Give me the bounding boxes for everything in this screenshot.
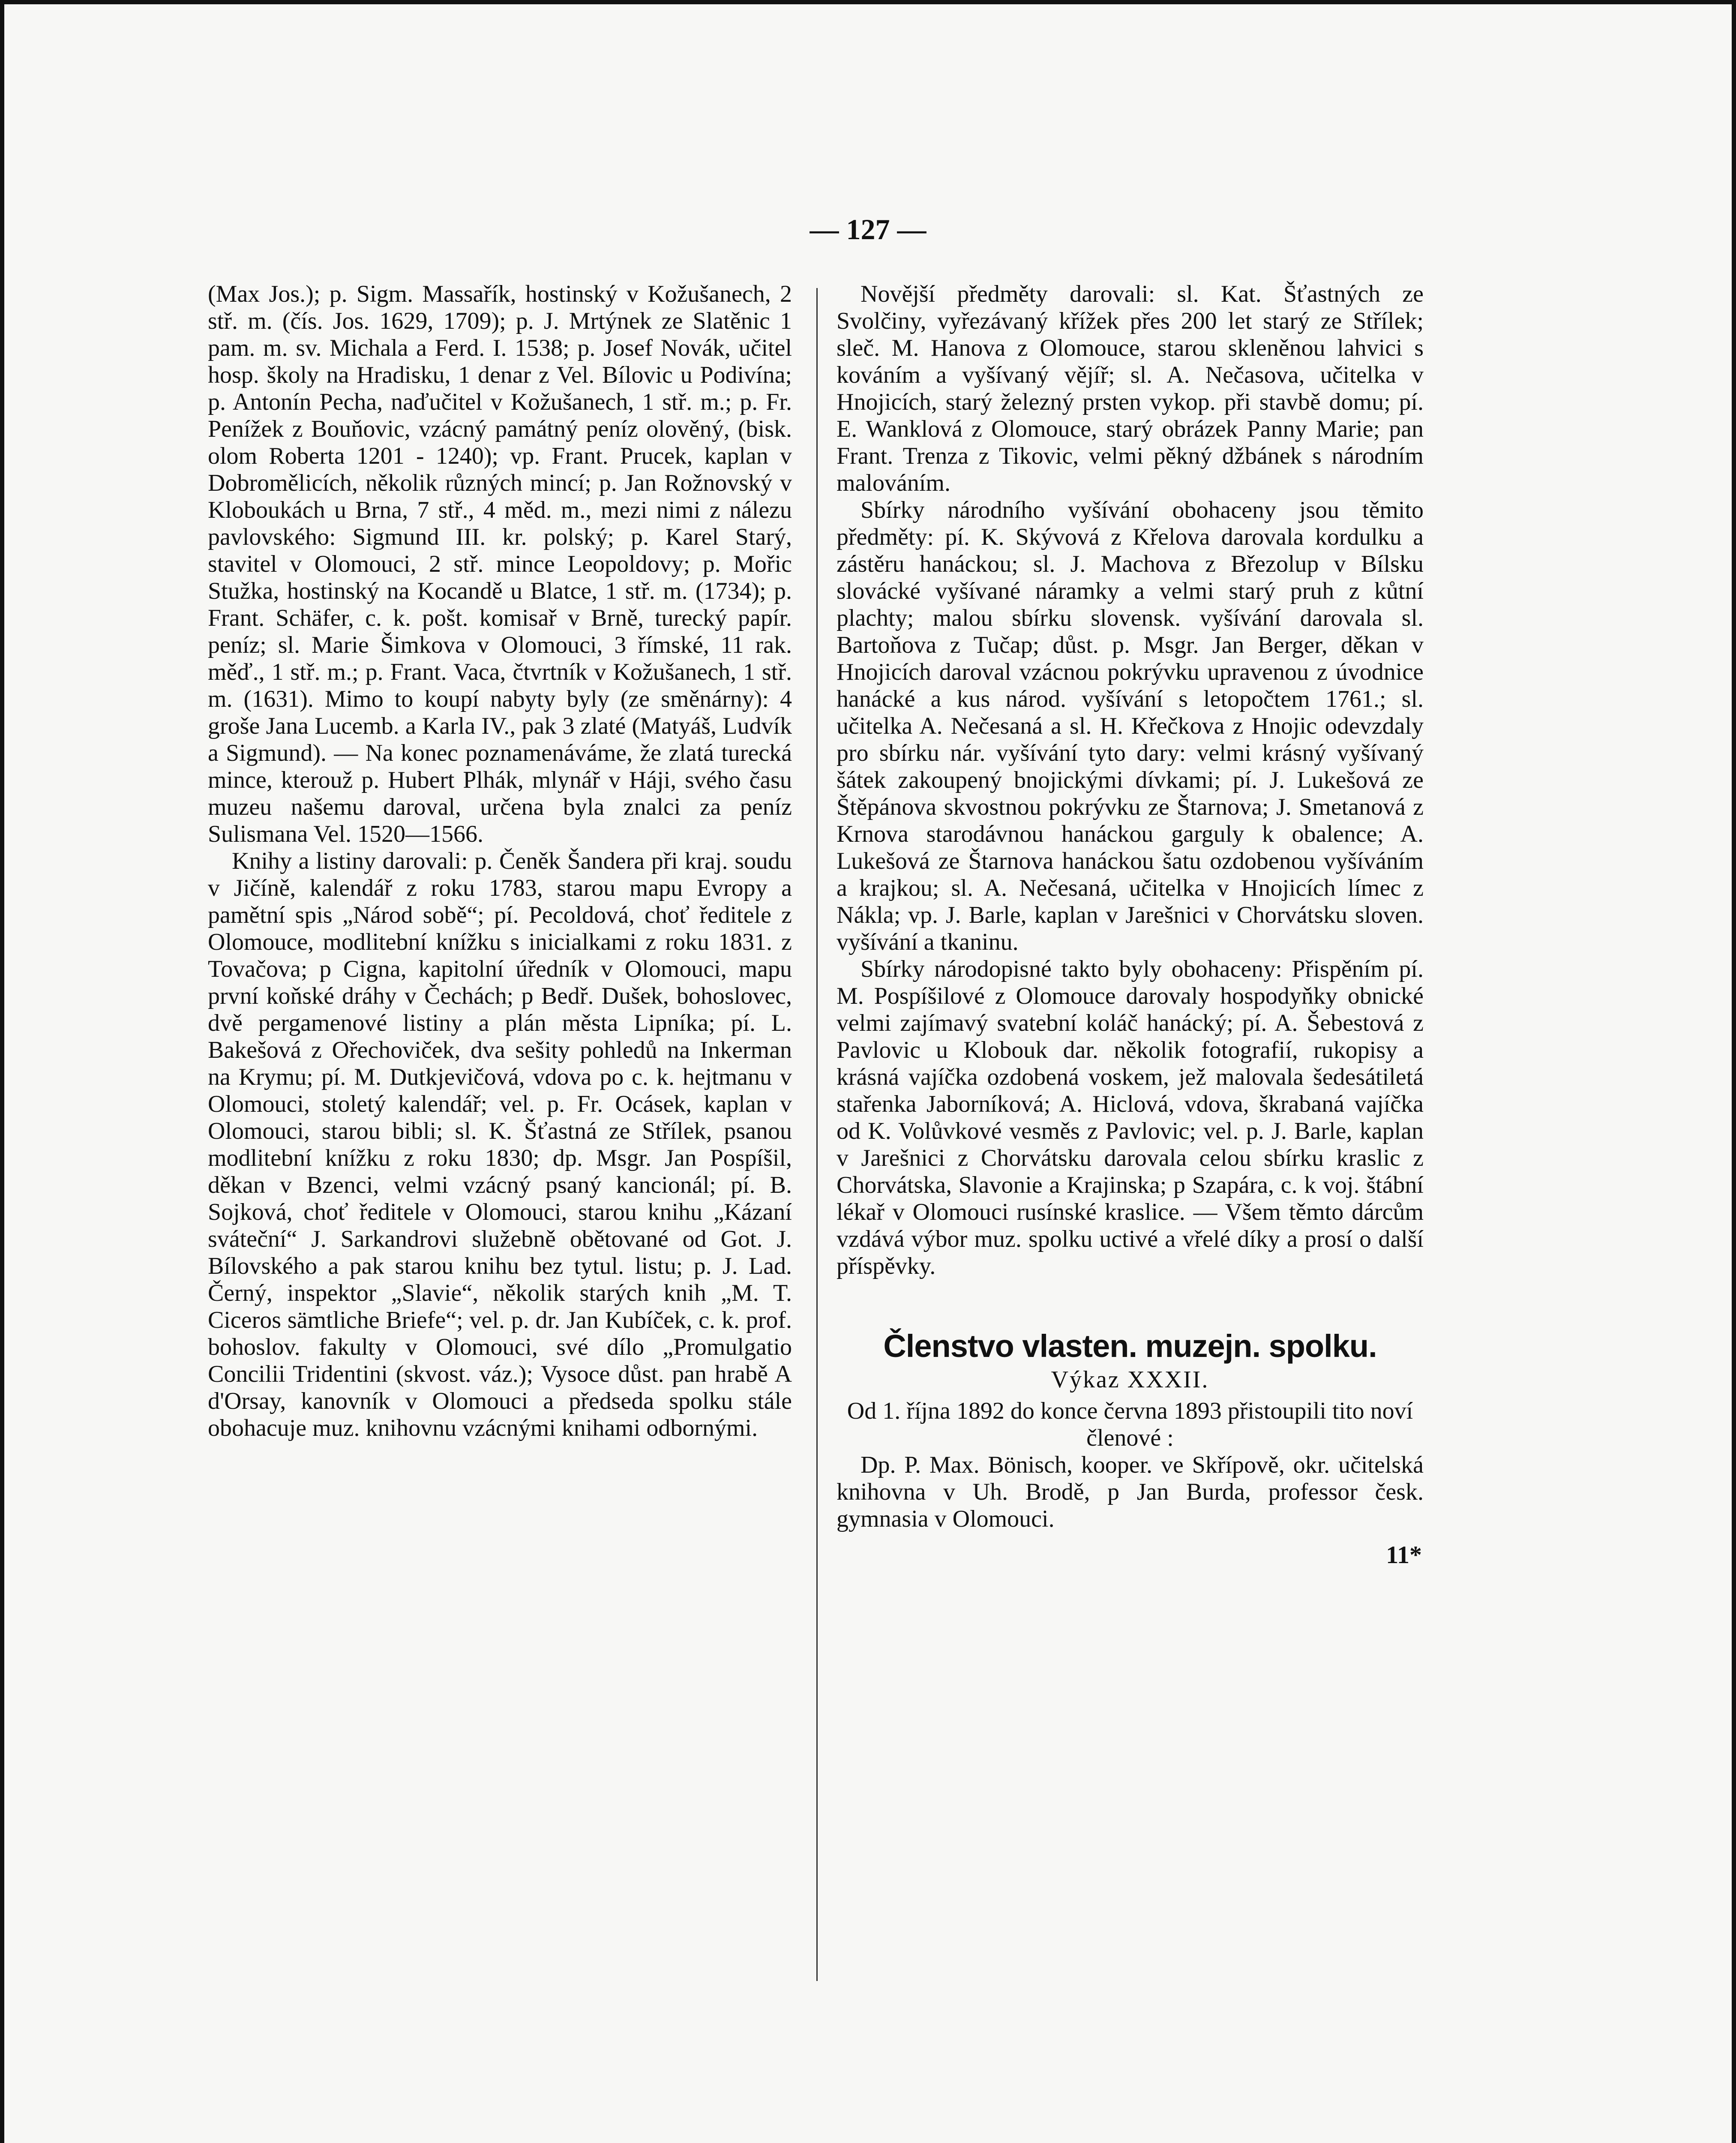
page-number: — 127 —	[810, 213, 926, 246]
membership-heading: Členstvo vlasten. muzejn. spolku.	[883, 1328, 1377, 1364]
ethnographic-paragraph: Sbírky národopisné takto byly obohaceny: Přispěním pí. M. Pospíšilové z Olomouce darovaly hospodyňky obnické velmi zajímavý svatební koláč hanácký; pí. A. Šebestová z Pavlovic u Klobouk dar. několik fotografií, rukopisy a krásná vajíčka ozdobená voskem, jež malovala šedesátiletá stařenka Jaborníková; A. Hiclová, vdova, škrabaná vajíčka od K. Volůvkové vesměs z Pavlovic; vel. p. J. Barle, kaplan v Jarešnici z Chorvátsku darovala celou sbírku kraslic z Chorvátska, Slavonie a Krajinska; p Szapára, c. k voj. štábní lékař v Olomouci rusínské kraslice. — Všem těmto dárcům vzdává výbor muz. spolku uctivé a vřelé díky a prosí o další příspěvky.	[837, 956, 1424, 1279]
left-column	[208, 281, 792, 1442]
embroidery-paragraph: Sbírky národního vyšívání obohaceny jsou těmito předměty: pí. K. Skývová z Křelova darovala kordulku a zástěru hanáckou; sl. J. Machova z Březolup v Bílsku slovácké vyšívané náramky a velmi starý pruh z kůtní plachty; malou sbírku slovensk. vyšívání darovala sl. Bartoňova z Tučap; důst. p. Msgr. Jan Berger, děkan v Hnojicích daroval vzácnou pokrývku upravenou z úvodnice hanácké a kus národ. vyšívání s letopočtem 1761.; sl. učitelka A. Nečesaná a sl. H. Křečkova z Hnojic odevzdaly pro sbírku nár. vyšívání tyto dary: velmi krásný vyšívaný šátek zakoupený bnojickými dívkami; pí. J. Lukešová ze Štěpánova skvostnou pokrývku ze Štarnova; J. Smetanová z Krnova starodávnou hanáckou garguly k obalence; A. Lukešová ze Štarnova hanáckou šatu ozdobenou vyšíváním a krajkou; sl. A. Nečesaná, učitelka v Hnojicích límec z Nákla; vp. J. Barle, kaplan v Jarešnici v Chorvátsku sloven. vyšívání a tkaninu.	[837, 497, 1424, 955]
books-donors-paragraph: Knihy a listiny darovali: p. Čeněk Šandera při kraj. soudu v Jičíně, kalendář z roku 1783, starou mapu Evropy a pamětní spis „Národ sobě“; pí. Pecoldová, choť ředitele z Olomouce, modlitební knížku s inicialkami z roku 1831. z Tovačova; p Cigna, kapitolní úředník v Olomouci, mapu první koňské dráhy v Čechách; p Bedř. Dušek, bohoslovec, dvě pergamenové listiny a plán města Lipníka; pí. L. Bakešová z Ořechoviček, dva sešity pohledů na Inkerman na Krymu; pí. M. Dutkjevičová, vdova po c. k. hejtmanu v Olomouci, stoletý kalendář; vel. p. Fr. Ocásek, kaplan v Olomouci, starou bibli; sl. K. Šťastná ze Střílek, psanou modlitební knížku z roku 1830; dp. Msgr. Jan Pospíšil, děkan v Bzenci, velmi vzácný psaný kancionál; pí. B. Sojková, choť ředitele v Olomouci, starou knihu „Kázaní sváteční“ J. Sarkandrovi služebně obětované od Got. J. Bílovského a pak starou knihu bez tytul. listu; p. J. Lad. Černý, inspektor „Slavie“, několik starých knih „M. T. Ciceros sämtliche Briefe“; vel. p. dr. Jan Kubíček, c. k. prof. bohoslov. fakulty v Olomouci, své dílo „Promulgatio Concilii Tridentini (skvost. váz.); Vysoce důst. pan hrabě A d'Orsay, kanovník v Olomouci a předseda spolku stále obohacuje muz. knihovnu vzácnými knihami odbornými.	[208, 848, 792, 1441]
coin-donors-paragraph: (Max Jos.); p. Sigm. Massařík, hostinský v Kožušanech, 2 stř. m. (čís. Jos. 1629, 1709); p. J. Mrtýnek ze Slatěnic 1 pam. m. sv. Michala a Ferd. I. 1538; p. Josef Novák, učitel hosp. školy na Hradisku, 1 denar z Vel. Bílovic u Podivína; p. Antonín Pecha, naďučitel v Kožušanech, 1 stř. m.; p. Fr. Penížek z Bouňovic, vzácný památný peníz olověný, (bisk. olom Roberta 1201 - 1240); vp. Frant. Prucek, kaplan v Dobromělicích, několik různých mincí; p. Jan Rožnovský v Kloboukách u Brna, 7 stř., 4 měd. m., mezi nimi z nálezu pavlovského: Sigmund III. kr. polský; p. Karel Starý, stavitel v Olomouci, 2 stř. mince Leopoldovy; p. Mořic Stužka, hostinský na Kocandě u Blatce, 1 stř. m. (1734); p. Frant. Schäfer, c. k. pošt. komisař v Brně, turecký papír. peníz; sl. Marie Šimkova v Olomouci, 3 římské, 11 rak. měď., 1 stř. m.; p. Frant. Vaca, čtvrtník v Kožušanech, 1 stř. m. (1631). Mimo to koupí nabyty byly (ze směnárny): 4 groše Jana Lucemb. a Karla IV., pak 3 zlaté (Matyáš, Ludvík a Sigmund). — Na konec poznamenáváme, že zlatá turecká mince, kterouž p. Hubert Plhák, mlynář v Háji, svého času muzeu našemu daroval, určena byla znalci za peníz Sulismana Vel. 1520—1566.	[208, 281, 792, 847]
signature-mark: 11*	[1386, 1541, 1422, 1569]
members-list: Dp. P. Max. Bönisch, kooper. ve Skřípově, okr. učitelská knihovna v Uh. Brodě, p Jan Burda, professor česk. gymnasia v Olomouci.	[837, 1452, 1424, 1532]
newer-items-paragraph: Novější předměty darovali: sl. Kat. Šťastných ze Svolčiny, vyřezávaný křížek přes 200 let starý ze Střílek; sleč. M. Hanova z Olomouce, starou skleněnou lahvici s kováním a vyšívaný vějíř; sl. A. Nečasova, učitelka v Hnojicích, starý železný prsten vykop. při stavbě domu; pí. E. Wanklová z Olomouce, starý obrázek Panny Marie; pan Frant. Trenza z Tikovic, velmi pěkný džbánek s národním malováním.	[837, 281, 1424, 496]
column-divider	[816, 288, 818, 1981]
report-subheading: Výkaz XXXII.	[1051, 1366, 1209, 1393]
right-column	[837, 281, 1424, 1568]
period-text: Od 1. října 1892 do konce června 1893 přistoupili tito noví členové :	[847, 1398, 1413, 1451]
